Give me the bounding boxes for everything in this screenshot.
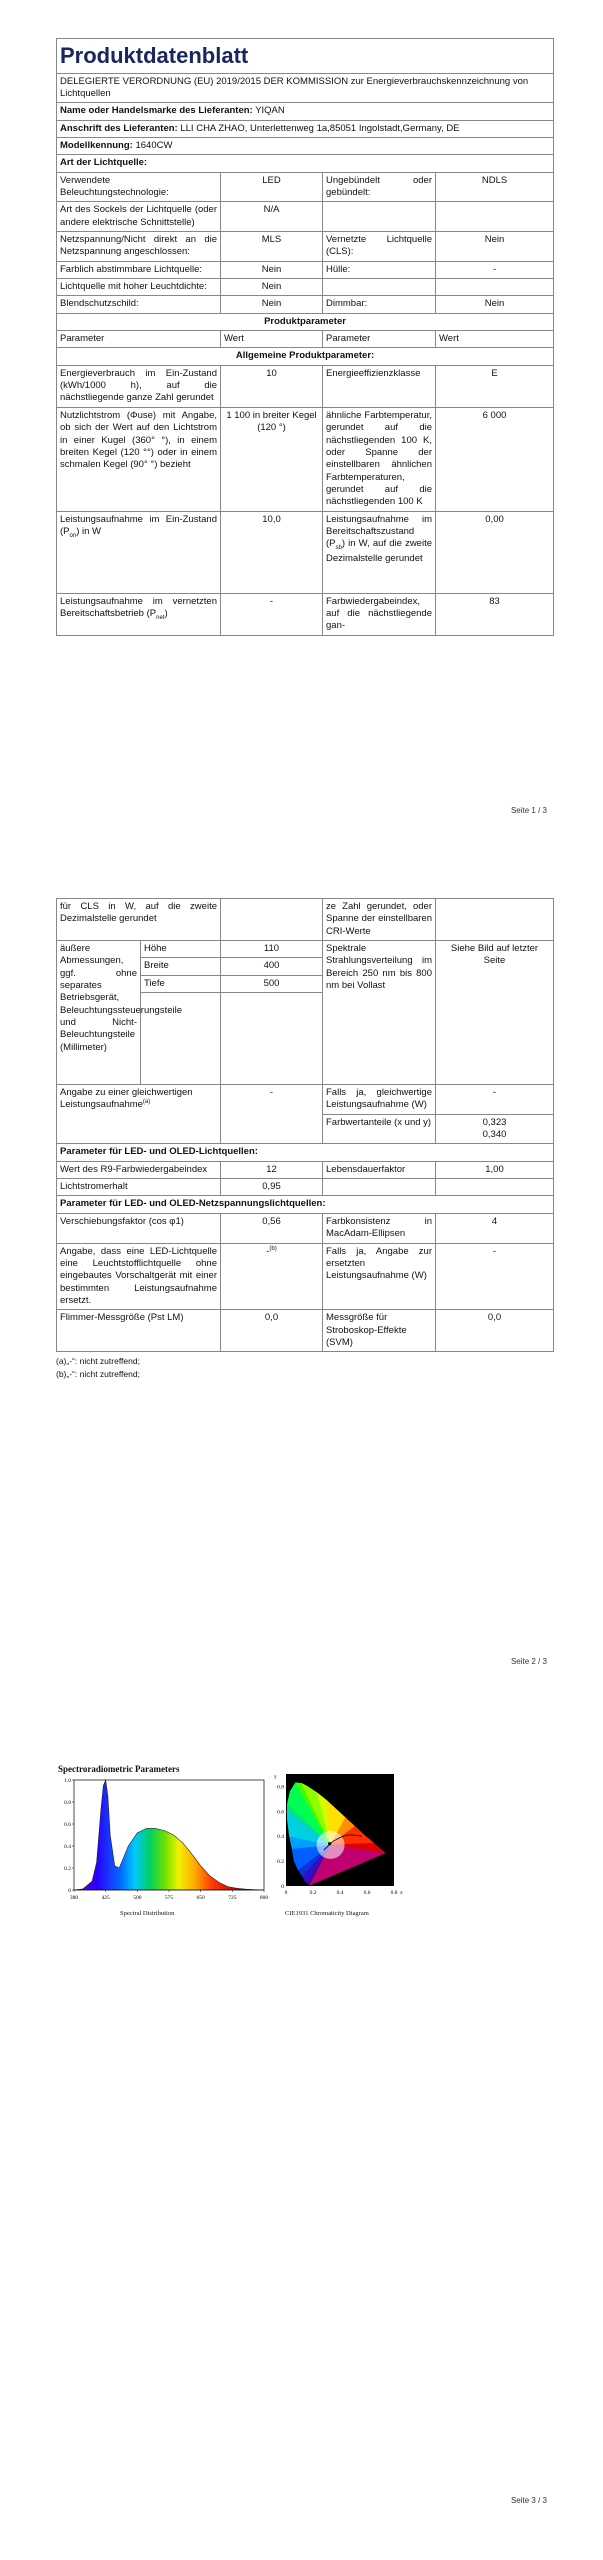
pnet-label-tail: ) — [164, 607, 168, 619]
type-row — [57, 261, 554, 278]
param-value — [221, 899, 323, 941]
param-value: 83 — [436, 593, 554, 635]
product-params-header: Produktparameter — [57, 313, 554, 330]
replace-power-value: - — [436, 1243, 554, 1310]
datasheet-page-2 — [56, 898, 553, 1382]
general-params-header: Allgemeine Produktparameter: — [57, 348, 554, 365]
spectral-distribution-chart — [56, 1776, 271, 1906]
replace-label: Angabe, dass eine LED-Lichtquelle eine Leuchtstofflichtquelle ohne eingebautes Vorschaltgerät mit einer bestimmten Leistungsaufnahme ersetzt. — [57, 1243, 221, 1310]
param-row — [57, 407, 554, 511]
psb-subscript: sb — [335, 545, 342, 552]
spectrum-y-tick-label: 0.8 — [64, 1800, 71, 1806]
macadam-value: 4 — [436, 1213, 554, 1243]
replace-value-text: - — [266, 1245, 270, 1257]
dim-value: 110 — [221, 941, 323, 958]
param-row — [57, 1243, 554, 1310]
param-row — [57, 593, 554, 635]
type-row — [57, 172, 554, 202]
type-label: Verwendete Beleuchtungstechnologie: — [57, 172, 221, 202]
cie-x-axis-label: x — [400, 1890, 403, 1896]
spectrum-x-tick-label: 650 — [196, 1895, 205, 1901]
param-label: Energieeffizienzklasse — [323, 365, 436, 407]
equiv-power-label: Falls ja, gleichwertige Leistungsaufnahme (W) — [323, 1085, 436, 1115]
type-label — [323, 279, 436, 296]
param-label: Energieverbrauch im Ein-Zustand (kWh/1000 h), auf die nächstliegende ganze Zahl gerundet — [57, 365, 221, 407]
type-value: NDLS — [436, 172, 554, 202]
equiv-row — [57, 1085, 554, 1115]
led-params-header: Parameter für LED- und OLED-Lichtquellen: — [57, 1144, 554, 1161]
document-subtitle: DELEGIERTE VERORDNUNG (EU) 2019/2015 DER KOMMISSION zur Energieverbrauchskennzeichnung von Lichtquellen — [57, 73, 554, 103]
type-label — [323, 202, 436, 232]
page-3 — [0, 1700, 603, 2560]
cie-x-tick-label: 0.6 — [363, 1890, 371, 1896]
shift-label: Verschiebungsfaktor (cos φ1) — [57, 1213, 221, 1243]
chroma-y: 0,340 — [482, 1129, 507, 1141]
macadam-label: Farbkonsistenz in MacAdam-Ellipsen — [323, 1213, 436, 1243]
pon-subscript: on — [69, 532, 77, 539]
spectrum-series-area — [74, 1780, 264, 1890]
type-row — [57, 279, 554, 296]
param-value: E — [436, 365, 554, 407]
param-label: ze Zahl gerundet, oder Spanne der einstellbaren CRI-Werte — [323, 899, 436, 941]
shift-value: 0,56 — [221, 1213, 323, 1243]
type-value: Nein — [436, 296, 554, 313]
cie-x-tick-label: 0 — [284, 1890, 288, 1896]
spectrum-x-tick-label: 500 — [133, 1895, 142, 1901]
supplier-address-value: LLI CHA ZHAO, Unterlettenweg 1a,85051 Ingolstadt,Germany, DE — [180, 122, 460, 134]
dim-name: Breite — [141, 958, 221, 975]
spectrum-x-tick-label: 725 — [228, 1895, 237, 1901]
equiv-power-value: - — [436, 1085, 554, 1115]
type-label: Vernetzte Lichtquelle (CLS): — [323, 232, 436, 262]
datasheet-page-1 — [56, 38, 553, 636]
pnet-label-text: Leistungsaufnahme im vernetzten Bereitschaftsbetrieb (P — [60, 595, 217, 619]
type-value — [436, 279, 554, 296]
model-value: 1640CW — [135, 139, 173, 151]
spectral-label: Spektrale Strahlungsverteilung im Bereich 250 nm bis 800 nm bei Vollast — [323, 941, 436, 1085]
type-label: Farblich abstimmbare Lichtquelle: — [57, 261, 221, 278]
param-label: ähnliche Farbtemperatur, gerundet auf die nächstliegenden 100 K, oder Spanne der einstellbaren ähnlichen Farbtemperaturen, gerundet auf die nächstliegenden 100 K — [323, 407, 436, 511]
cie-y-tick-label: 0.4 — [277, 1834, 284, 1841]
psb-label-text: Leistungsaufnahme im Bereitschaftszustand (P — [326, 513, 432, 550]
cie-y-axis-label: y — [274, 1774, 277, 1780]
dimensions-label: äußere Abmessungen, ggf. ohne separates Betriebsgerät, Beleuchtungssteuerungsteile und Nicht-Beleuchtungsteile (Millimeter) — [57, 941, 141, 1085]
col-header-param: Parameter — [57, 331, 221, 348]
param-label — [323, 511, 436, 593]
type-label: Netzspannung/Nicht direkt an die Netzspannung angeschlossen: — [57, 232, 221, 262]
param-row — [57, 1213, 554, 1243]
spectrum-caption: Spectral Distribution — [120, 1910, 175, 1917]
cie-y-tick-label: 0 — [281, 1884, 284, 1890]
model-row — [57, 137, 554, 154]
supplier-name-row — [57, 103, 554, 120]
type-row — [57, 232, 554, 262]
cie-x-tick-label: 0.8 — [390, 1890, 398, 1896]
chroma-label: Farbwertanteile (x und y) — [323, 1114, 436, 1144]
spectrum-x-tick-label: 425 — [101, 1895, 110, 1901]
param-value: 10 — [221, 365, 323, 407]
param-label — [57, 593, 221, 635]
spectrum-y-tick-label: 0 — [68, 1888, 71, 1894]
param-row — [57, 1179, 554, 1196]
datasheet-table-1 — [56, 38, 554, 636]
maint-label: Lichtstromerhalt — [57, 1179, 221, 1196]
param-value: 0,00 — [436, 511, 554, 593]
param-value: 10,0 — [221, 511, 323, 593]
type-row — [57, 202, 554, 232]
page-number: Seite 2 / 3 — [510, 1657, 547, 1666]
dim-name: Tiefe — [141, 975, 221, 992]
spectrum-y-tick-label: 0.4 — [64, 1844, 71, 1850]
type-value: LED — [221, 172, 323, 202]
param-value: 6 000 — [436, 407, 554, 511]
param-row — [57, 365, 554, 407]
dim-value: 400 — [221, 958, 323, 975]
datasheet-table-2 — [56, 898, 554, 1352]
maint-value: 0,95 — [221, 1179, 323, 1196]
param-row — [57, 1310, 554, 1352]
param-value: 1 100 in breiter Kegel (120 °) — [221, 407, 323, 511]
type-value: - — [436, 261, 554, 278]
param-label — [57, 511, 221, 593]
blank — [323, 1179, 436, 1196]
r9-label: Wert des R9-Farbwiedergabeindex — [57, 1161, 221, 1178]
type-value: Nein — [221, 261, 323, 278]
type-value — [436, 202, 554, 232]
equiv-sup: (a) — [142, 1099, 151, 1106]
pon-label-tail: ) in W — [76, 525, 101, 537]
param-row — [57, 1161, 554, 1178]
cie-x-tick-label: 0.4 — [336, 1890, 344, 1896]
life-label: Lebensdauerfaktor — [323, 1161, 436, 1178]
column-header-row — [57, 331, 554, 348]
footnote-b: (b)„-“: nicht zutreffend; — [56, 1369, 140, 1380]
pnet-subscript: net — [156, 614, 165, 621]
spectrum-y-tick-label: 0.2 — [64, 1866, 71, 1872]
equiv-label — [57, 1085, 221, 1144]
param-label: Farbwiedergabeindex, auf die nächstliegende gan- — [323, 593, 436, 635]
spectrum-y-tick-label: 0.6 — [64, 1822, 71, 1828]
type-value: N/A — [221, 202, 323, 232]
type-label: Lichtquelle mit hoher Leuchtdichte: — [57, 279, 221, 296]
measured-chromaticity-point — [328, 1842, 331, 1845]
footnotes — [56, 1356, 553, 1380]
page-1 — [0, 0, 603, 870]
supplier-address-label: Anschrift des Lieferanten: — [60, 122, 178, 134]
continued-row — [57, 899, 554, 941]
mains-params-header: Parameter für LED- und OLED-Netzspannungslichtquellen: — [57, 1196, 554, 1213]
page-number: Seite 1 / 3 — [510, 806, 547, 815]
flicker-value: 0,0 — [221, 1310, 323, 1352]
type-label: Blendschutzschild: — [57, 296, 221, 313]
chart-title: Spectroradiometric Parameters — [58, 1764, 180, 1774]
param-row — [57, 511, 554, 593]
dims-row — [57, 941, 554, 958]
chroma-x: 0,323 — [482, 1116, 507, 1128]
param-label: Nutzlichtstrom (Φuse) mit Angabe, ob sich der Wert auf den Lichtstrom in einer Kugel (360° °), in einem breiten Kegel (120 °°) oder in einem schmalen Kegel (90° °) bezieht — [57, 407, 221, 511]
footnote-a: (a)„-“: nicht zutreffend; — [56, 1356, 140, 1367]
cie-x-tick-label: 0.2 — [309, 1890, 317, 1896]
type-value: Nein — [221, 296, 323, 313]
dim-value: 500 — [221, 975, 323, 992]
replace-power-label: Falls ja, Angabe zur ersetzten Leistungsaufnahme (W) — [323, 1243, 436, 1310]
col-header-param: Parameter — [323, 331, 436, 348]
replace-sup: (b) — [269, 1245, 277, 1252]
supplier-address-row — [57, 120, 554, 137]
spectral-value: Siehe Bild auf letzter Seite — [436, 941, 554, 1085]
psb-label-tail: ) in W, auf die zweite Dezimalstelle gerundet — [326, 538, 432, 564]
page-number: Seite 3 / 3 — [510, 2496, 547, 2505]
model-label: Modellkennung: — [60, 139, 133, 151]
page-2 — [0, 870, 603, 1700]
type-label: Hülle: — [323, 261, 436, 278]
cie-y-tick-label: 0.2 — [277, 1859, 284, 1866]
type-section-header: Art der Lichtquelle: — [57, 155, 554, 172]
spectrum-x-tick-label: 575 — [164, 1895, 174, 1901]
chroma-value — [436, 1114, 554, 1144]
supplier-name-value: YIQAN — [255, 105, 285, 117]
cie-y-tick-label: 0.6 — [277, 1809, 284, 1816]
type-value: Nein — [221, 279, 323, 296]
life-value: 1,00 — [436, 1161, 554, 1178]
blank — [436, 1179, 554, 1196]
spectrum-x-tick-label: 380 — [69, 1895, 79, 1901]
col-header-value: Wert — [436, 331, 554, 348]
type-value: Nein — [436, 232, 554, 262]
cie-y-tick-label: 0.8 — [277, 1784, 284, 1791]
type-label: Ungebündelt oder gebündelt: — [323, 172, 436, 202]
strobo-label: Messgröße für Stroboskop-Effekte (SVM) — [323, 1310, 436, 1352]
strobo-value: 0,0 — [436, 1310, 554, 1352]
param-value — [436, 899, 554, 941]
col-header-value: Wert — [221, 331, 323, 348]
document-title: Produktdatenblatt — [57, 39, 554, 74]
equiv-value: - — [221, 1085, 323, 1144]
cie-chromaticity-chart — [272, 1770, 407, 1906]
type-label: Dimmbar: — [323, 296, 436, 313]
param-value: - — [221, 593, 323, 635]
equiv-label-text: Angabe zu einer gleichwertigen Leistungsaufnahme — [60, 1087, 193, 1111]
flicker-label: Flimmer-Messgröße (Pst LM) — [57, 1310, 221, 1352]
dim-blank — [221, 993, 323, 1085]
spectrum-y-tick-label: 1.0 — [64, 1778, 71, 1784]
supplier-name-label: Name oder Handelsmarke des Lieferanten: — [60, 105, 253, 117]
r9-value: 12 — [221, 1161, 323, 1178]
dim-name: Höhe — [141, 941, 221, 958]
type-value: MLS — [221, 232, 323, 262]
pon-label-text: Leistungsaufnahme im Ein-Zustand (P — [60, 513, 217, 537]
cie-caption: CIE1931 Chromaticity Diagram — [285, 1910, 369, 1917]
spectrum-x-tick-label: 800 — [259, 1895, 269, 1901]
type-label: Art des Sockels der Lichtquelle (oder andere elektrische Schnittstelle) — [57, 202, 221, 232]
replace-value — [221, 1243, 323, 1310]
param-label: für CLS in W, auf die zweite Dezimalstelle gerundet — [57, 899, 221, 941]
type-row — [57, 296, 554, 313]
